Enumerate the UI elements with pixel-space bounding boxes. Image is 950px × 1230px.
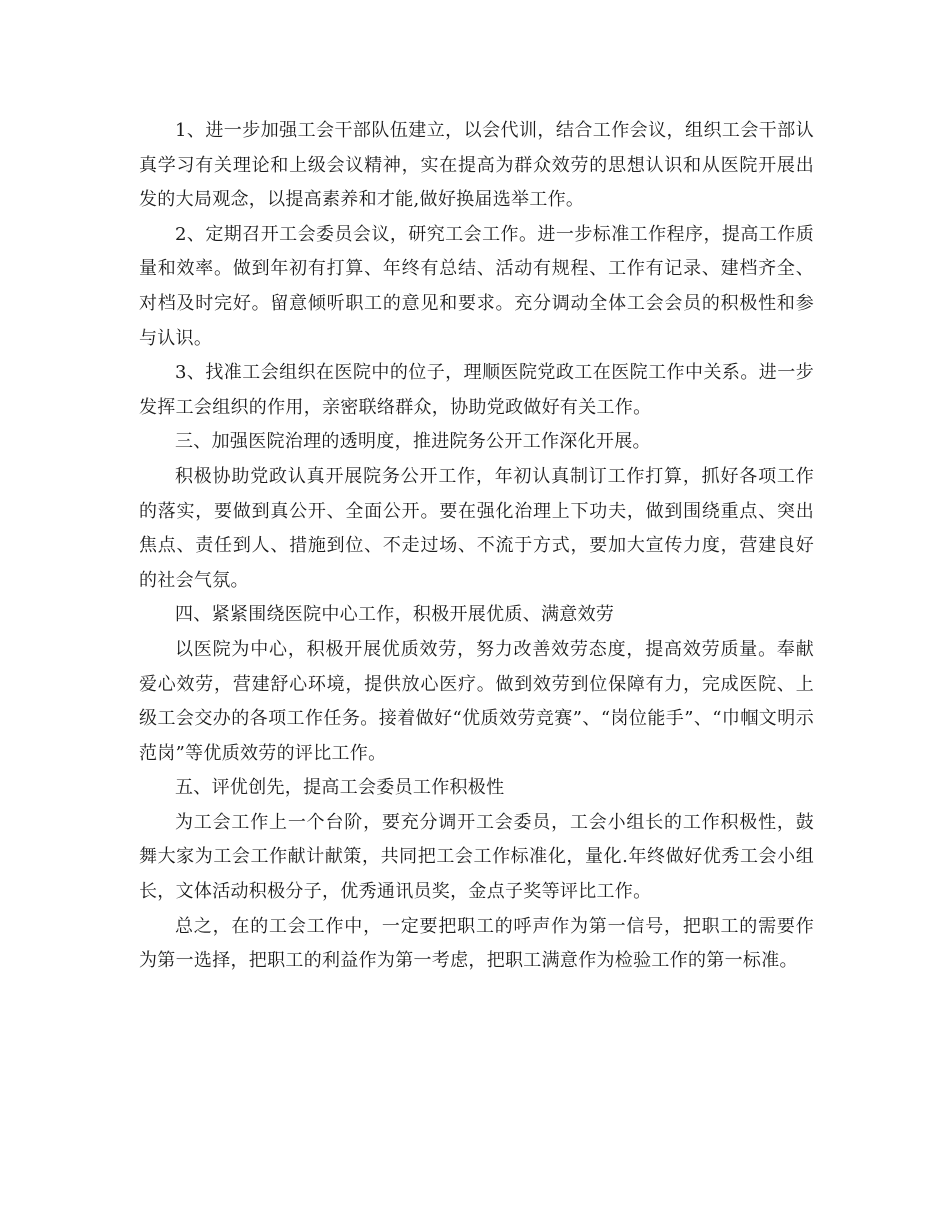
- paragraph-item-3: 3、找准工会组织在医院中的位子，理顺医院党政工在医院工作中关系。进一步发挥工会组织的作用，亲密联络群众，协助党政做好有关工作。: [139, 362, 814, 418]
- paragraph-section-3: 积极协助党政认真开展院务公开工作，年初认真制订工作打算，抓好各项工作的落实，要做到真公开、全面公开。要在强化治理上下功夫，做到围绕重点、突出焦点、责任到人、措施到位、不走过场、不流于方式，要加大宣传力度，营建良好的社会气氛。: [139, 465, 814, 591]
- paragraph-section-5: 为工会工作上一个台阶，要充分调开工会委员，工会小组长的工作积极性，鼓舞大家为工会工作献计献策，共同把工会工作标准化，量化.年终做好优秀工会小组长，文体活动积极分子，优秀通讯员奖，金点子奖等评比工作。: [139, 811, 814, 903]
- document-body: [139, 114, 814, 979]
- section-heading-4: 四、紧紧围绕医院中心工作，积极开展优质、满意效劳: [175, 604, 615, 626]
- section-heading-3: 三、加强医院治理的透明度，推进院务公开工作深化开展。: [175, 431, 651, 453]
- paragraph-item-2: 2、定期召开工会委员会议，研究工会工作。进一步标准工作程序，提高工作质量和效率。做到年初有打算、年终有总结、活动有规程、工作有记录、建档齐全、对档及时完好。留意倾听职工的意见和要求。充分调动全体工会会员的积极性和参与认识。: [139, 223, 814, 349]
- paragraph-item-1: 1、进一步加强工会干部队伍建立，以会代训，结合工作会议，组织工会干部认真学习有关理论和上级会议精神，实在提高为群众效劳的思想认识和从医院开展出发的大局观念，以提高素养和才能,做好换届选举工作。: [139, 120, 814, 211]
- paragraph-conclusion: 总之，在的工会工作中，一定要把职工的呼声作为第一信号，把职工的需要作为第一选择，把职工的利益作为第一考虑，把职工满意作为检验工作的第一标准。: [139, 915, 814, 972]
- section-heading-5: 五、评优创先，提高工会委员工作积极性: [175, 777, 505, 799]
- paragraph-section-4: 以医院为中心，积极开展优质效劳，努力改善效劳态度，提高效劳质量。奉献爱心效劳，营建舒心环境，提供放心医疗。做到效劳到位保障有力，完成医院、上级工会交办的各项工作任务。接着做好“优质效劳竞赛”、“岗位能手”、“巾帼文明示范岗”等优质效劳的评比工作。: [139, 638, 814, 764]
